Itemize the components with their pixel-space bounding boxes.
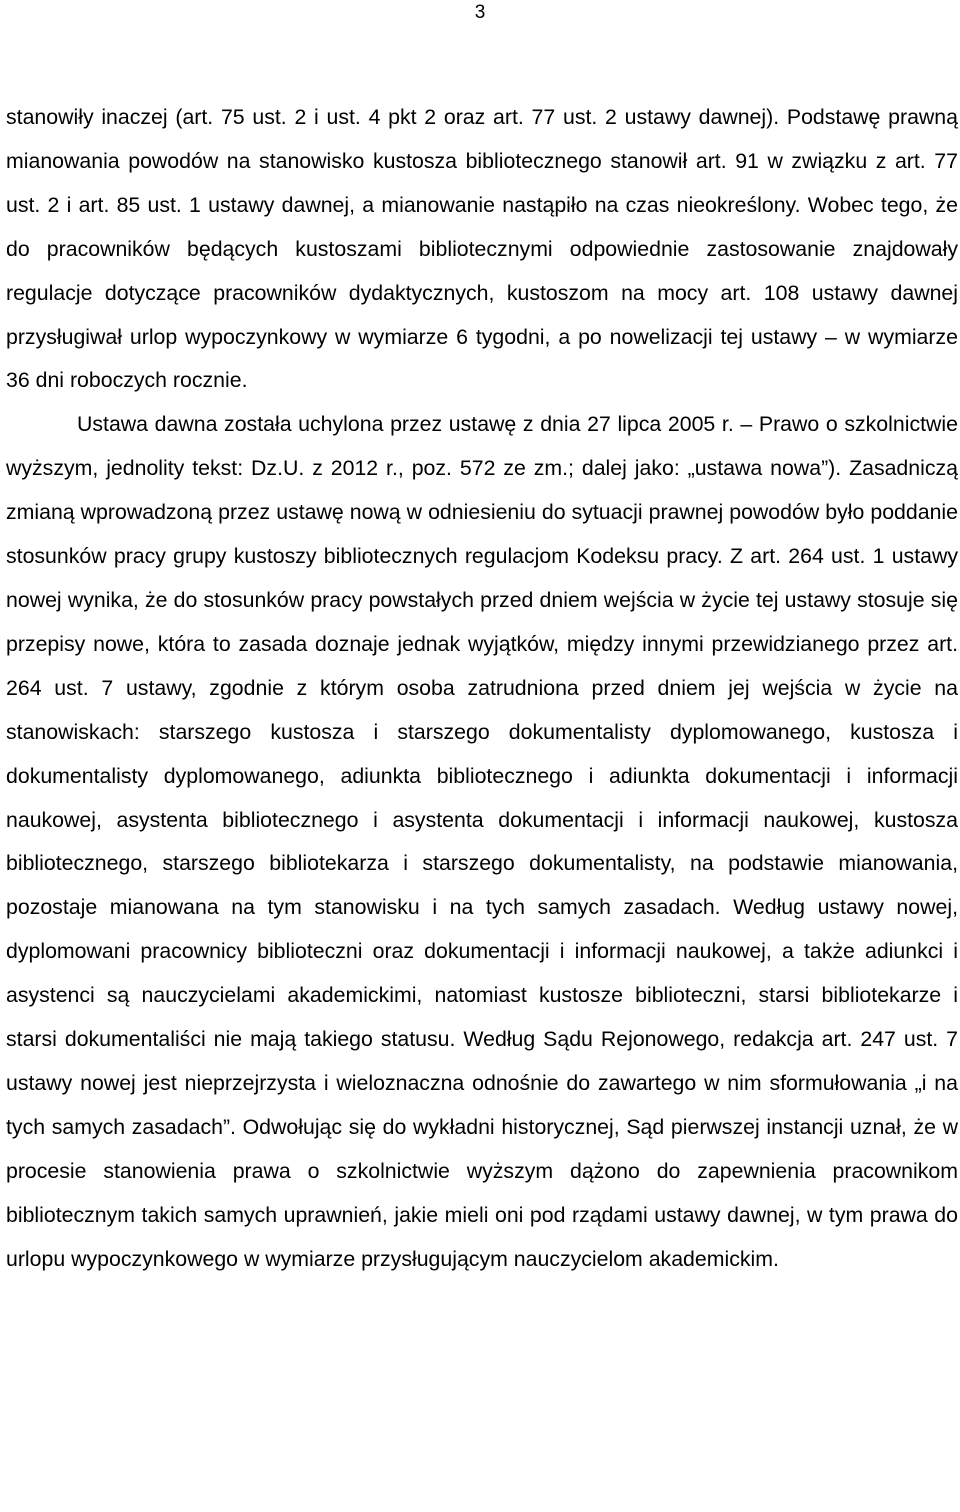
document-body bbox=[6, 96, 958, 1281]
paragraph-2: Ustawa dawna została uchylona przez ustawę z dnia 27 lipca 2005 r. – Prawo o szkolnictwie wyższym, jednolity tekst: Dz.U. z 2012 r., poz. 572 ze zm.; dalej jako: „ustawa nowa”). Zasadniczą zmianą wprowadzoną przez ustawę nową w odniesieniu do sytuacji prawnej powodów było poddanie stosunków pracy grupy kustoszy bibliotecznych regulacjom Kodeksu pracy. Z art. 264 ust. 1 ustawy nowej wynika, że do stosunków pracy powstałych przed dniem wejścia w życie tej ustawy stosuje się przepisy nowe, która to zasada doznaje jednak wyjątków, między innymi przewidzianego przez art. 264 ust. 7 ustawy, zgodnie z którym osoba zatrudniona przed dniem jej wejścia w życie na stanowiskach: starszego kustosza i starszego dokumentalisty dyplomowanego, kustosza i dokumentalisty dyplomowanego, adiunkta bibliotecznego i adiunkta dokumentacji i informacji naukowej, asystenta bibliotecznego i asystenta dokumentacji i informacji naukowej, kustosza bibliotecznego, starszego bibliotekarza i starszego dokumentalisty, na podstawie mianowania, pozostaje mianowana na tym stanowisku i na tych samych zasadach. Według ustawy nowej, dyplomowani pracownicy biblioteczni oraz dokumentacji i informacji naukowej, a także adiunkci i asystenci są nauczycielami akademickimi, natomiast kustosze biblioteczni, starsi bibliotekarze i starsi dokumentaliści nie mają takiego statusu. Według Sądu Rejonowego, redakcja art. 247 ust. 7 ustawy nowej jest nieprzejrzysta i wieloznaczna odnośnie do zawartego w nim sformułowania „i na tych samych zasadach”. Odwołując się do wykładni historycznej, Sąd pierwszej instancji uznał, że w procesie stanowienia prawa o szkolnictwie wyższym dążono do zapewnienia pracownikom bibliotecznym takich samych uprawnień, jakie mieli oni pod rządami ustawy dawnej, w tym prawa do urlopu wypoczynkowego w wymiarze przysługującym nauczycielom akademickim. bbox=[6, 412, 958, 1271]
paragraph-1: stanowiły inaczej (art. 75 ust. 2 i ust. 4 pkt 2 oraz art. 77 ust. 2 ustawy dawnej). Podstawę prawną mianowania powodów na stanowisko kustosza bibliotecznego stanowił art. 91 w związku z art. 77 ust. 2 i art. 85 ust. 1 ustawy dawnej, a mianowanie nastąpiło na czas nieokreślony. Wobec tego, że do pracowników będących kustoszami bibliotecznymi odpowiednie zastosowanie znajdowały regulacje dotyczące pracowników dydaktycznych, kustoszom na mocy art. 108 ustawy dawnej przysługiwał urlop wypoczynkowy w wymiarze 6 tygodni, a po nowelizacji tej ustawy – w wymiarze 36 dni roboczych rocznie. bbox=[6, 105, 958, 393]
page-number: 3 bbox=[474, 2, 486, 23]
